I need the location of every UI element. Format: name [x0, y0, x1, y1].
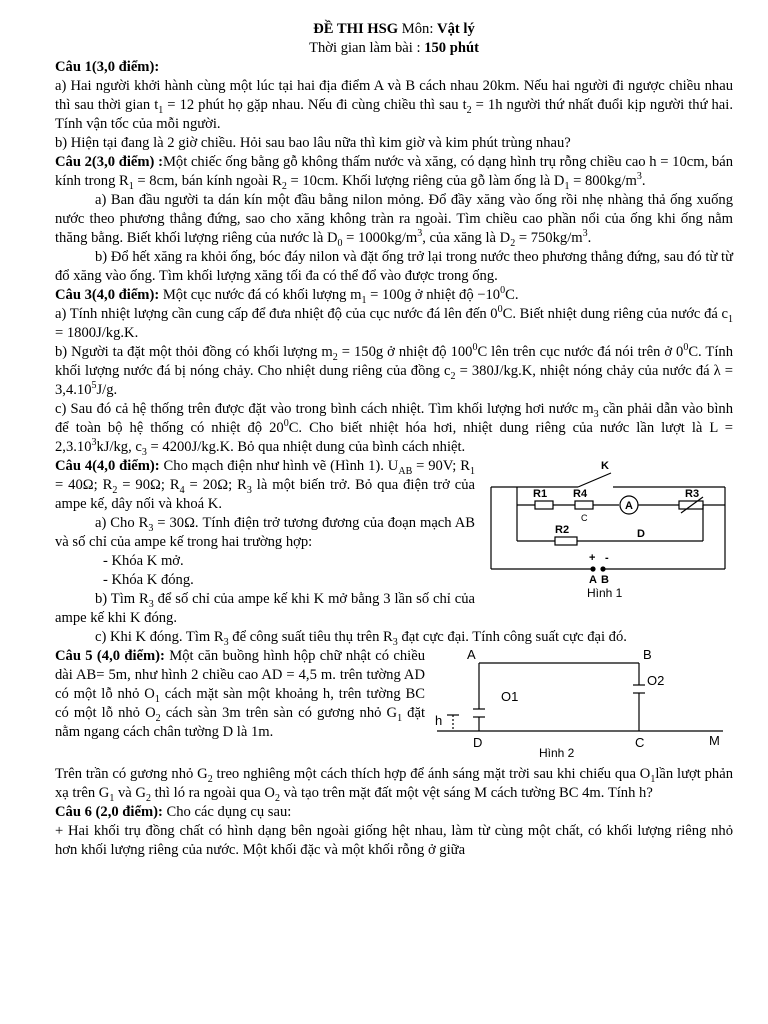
q3-intro: Câu 3(4,0 điểm): Một cục nước đá có khối lượng $m_1 = 100g$ ở nhiệt độ $-10^0C$. [55, 285, 519, 306]
q6-heading: Câu 6 (2,0 điểm): [55, 804, 163, 820]
circuit-diagram [483, 457, 733, 599]
room-diagram [433, 647, 733, 759]
q3-part-c: c) Sau đó cả hệ thống trên được đặt vào trong bình cách nhiệt. Tìm khối lượng hơi nước $m_3$ cần phải dẫn vào bình để toàn bộ hệ thống có nhiệt độ $20^0C$. Cho biết nhiệt hóa hơi, nhiệt dung riêng của nước lần lượt là $L = 2,3.10^3kJ/kg$, $c_3 = 4200J/kg.K$. Bỏ qua nhiệt dung của bình cách nhiệt. [55, 401, 734, 458]
title-subject: Vật lý [437, 21, 475, 37]
q6-intro: Câu 6 (2,0 điểm): Cho các dụng cụ sau: [55, 804, 292, 820]
q1-part-b: b) Hiện tại đang là 2 giờ chiều. Hỏi sau bao lâu nữa thì kim giờ và kim phút trùng nhau? [55, 135, 571, 151]
duration-label: Thời gian làm bài : [309, 40, 425, 56]
figure-2-caption: Hình 2 [539, 746, 575, 759]
q3-part-a: a) Tính nhiệt lượng cần cung cấp để đưa nhiệt độ của cục nước đá lên đến $0^0C$. Biết nhiệt dung riêng của nước đá $c_1 = 1800J/kg.K$. [55, 304, 733, 341]
q5-heading: Câu 5 (4,0 điểm): [55, 648, 165, 664]
label-a: A [467, 647, 476, 662]
exam-duration [55, 39, 733, 58]
label-r3: R3 [685, 488, 700, 500]
exam-page [55, 20, 733, 860]
figure-1-caption: Hình 1 [587, 586, 623, 599]
q2-part-b: b) Đổ hết xăng ra khỏi ống, bóc đáy nilon và đặt ống trở lại trong nước theo phương thẳng đứng, sau đó từ từ đổ xăng vào ống. Tìm khối lượng xăng tối đa có thể đổ vào được trong ống. [55, 249, 733, 284]
figure-1 [483, 457, 733, 605]
label-minus: - [605, 552, 609, 564]
q4-part-b: b) Tìm $R_3$ để số chỉ của ampe kế khi K mở bằng 3 lần số chỉ của ampe kế khi K đóng. [55, 591, 475, 626]
label-terminal-b: B [601, 574, 609, 586]
q3-part-b: b) Người ta đặt một thỏi đồng có khối lượng $m_2 = 150g$ ở nhiệt độ $100^0C$ lên trên cục nước đá nói trên ở $0^0C$. Tính khối lượng nước đá bị nóng chảy. Cho nhiệt dung riêng của đồng $c_2 = 380J/kg.K$, nhiệt nóng chảy của nước đá $\lambda = 3,4.10^5J/g$. [55, 342, 734, 398]
title-subject-label: Môn: [398, 21, 438, 37]
q4-case-closed: - Khóa K đóng. [103, 572, 194, 588]
label-h: h [435, 713, 443, 728]
ammeter-icon: A [625, 500, 633, 512]
q4-part-a: a) Cho $R_3 = 30\Omega$. Tính điện trở tương đương của đoạn mạch AB và số chỉ của ampe kế trong hai trường hợp: [55, 515, 475, 550]
q4-heading: Câu 4(4,0 điểm): [55, 458, 160, 474]
q1-part-a: a) Hai người khởi hành cùng một lúc tại hai địa điểm A và B cách nhau 20km. Nếu hai người đi ngược chiều nhau thì sau thời gian $t_1 = 12$ phút họ gặp nhau. Nếu đi cùng chiều thì sau $t_2 = 1h$ người thứ nhất đuổi kịp người thứ hai. Tính vận tốc của mỗi người. [55, 78, 733, 132]
q1-heading: Câu 1(3,0 điểm): [55, 59, 160, 75]
q4-part-c: c) Khi K đóng. Tìm $R_3$ để công suất tiêu thụ trên $R_3$ đạt cực đại. Tính công suất cực đại đó. [95, 629, 627, 648]
q5-intro: Câu 5 (4,0 điểm): Một căn buồng hình hộp chữ nhật có chiều dài AB= 5m, như hình 2 chiều cao AD = 4,5 m. trên tường AD có một lỗ nhỏ $O_1$ cách mặt sàn một khoảng h, trên tường BC có một lỗ nhỏ $O_2$ cách sàn 3m trên sàn có gương nhỏ $G_1$ đặt nằm ngang cách chân tường D là 1m. [55, 648, 425, 740]
label-c: C [635, 735, 645, 750]
q2-part-a: a) Ban đầu người ta dán kín một đầu bằng nilon mỏng. Đổ đầy xăng vào ống rồi nhẹ nhàng thả ống xuống nước theo phương thẳng đứng, sao cho xăng không tràn ra ngoài. Tìm chiều cao phần nổi của ống khi ống nằm thăng bằng. Biết khối lượng riêng của nước là $D_0 = 1000kg/m^3$, của xăng là $D_2 = 750kg/m^3$. [55, 192, 733, 249]
label-r4: R4 [573, 488, 588, 500]
q5-body: Trên trần có gương nhỏ $G_2$ treo nghiêng một cách thích hợp để ánh sáng mặt trời sau khi chiếu qua $O_1lần$ lượt phản xạ trên $G_1$ và $G_2$ thì ló ra ngoài qua $O_2$ và tạo trên mặt đất một vệt sáng M cách tường BC 4m. Tính h? [55, 766, 733, 804]
q4-intro: Câu 4(4,0 điểm): Cho mạch điện như hình vẽ (Hình 1). $U_{AB} = 90V$; $R_1 = 40\Omega$; $R_2 = 90\Omega$; $R_4 = 20\Omega$; $R_3$ là một biến trở. Bỏ qua điện trở của ampe kế, dây nối và khoá K. [55, 458, 476, 512]
label-k: K [601, 460, 609, 472]
title-bold: ĐỀ THI HSG [313, 21, 399, 37]
label-m: M [709, 733, 720, 748]
figure-2 [433, 647, 733, 765]
q3-heading: Câu 3(4,0 điểm): [55, 287, 160, 303]
label-o1: O1 [501, 689, 519, 704]
exam-title [55, 20, 733, 39]
q2-intro: Câu 2(3,0 điểm) :Một chiếc ống bằng gỗ không thấm nước và xăng, có dạng hình trụ rỗng chiều cao h = 10cm, bán kính trong $R_1 = 8cm$, bán kính ngoài $R_2 = 10cm$. Khối lượng riêng của gỗ làm ống là $D_1 = 800kg/m^3$. [55, 154, 733, 192]
label-d: D [637, 528, 645, 540]
q6-item: + Hai khối trụ đồng chất có hình dạng bên ngoài giống hệt nhau, làm từ cùng một chất, có khối lượng riêng nhỏ hơn khối lượng riêng của nước. Một khối đặc và một khối rỗng ở giữa [55, 823, 733, 858]
label-o2: O2 [647, 673, 665, 688]
q4-case-open: - Khóa K mở. [103, 553, 184, 569]
q2-heading: Câu 2(3,0 điểm) : [55, 154, 163, 170]
label-plus: + [589, 552, 596, 564]
label-r1: R1 [533, 488, 548, 500]
label-terminal-a: A [589, 574, 597, 586]
duration-value: 150 phút [424, 40, 479, 56]
label-r2: R2 [555, 524, 570, 536]
label-b: B [643, 647, 652, 662]
label-d: D [473, 735, 483, 750]
label-c: C [581, 513, 588, 523]
